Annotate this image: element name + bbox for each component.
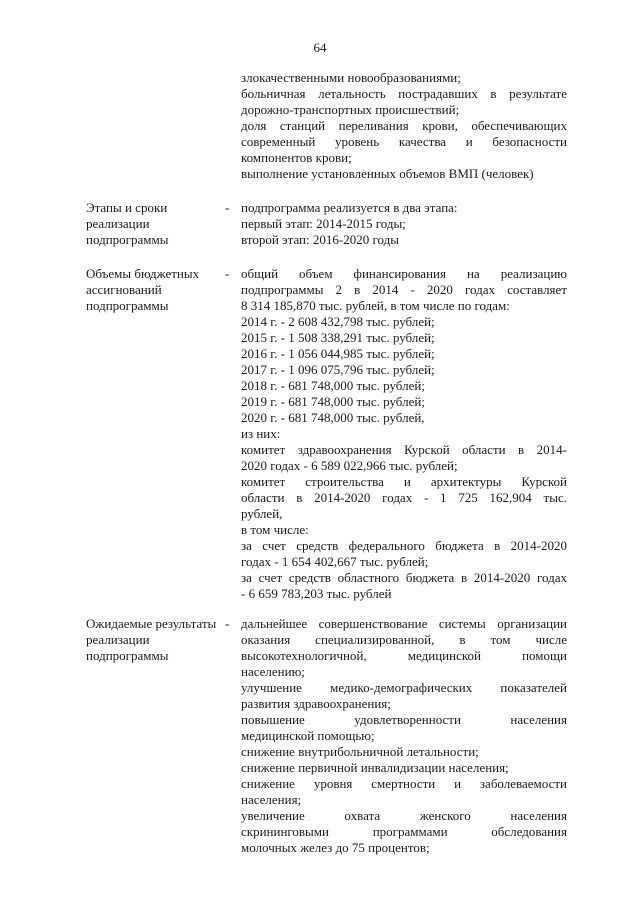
label-line: ассигнований bbox=[86, 282, 162, 297]
text-line: подпрограмма реализуется в два этапа: bbox=[241, 200, 458, 215]
text-line: 2014 г. - 2 608 432,798 тыс. рублей; bbox=[241, 314, 435, 329]
intro-content bbox=[241, 70, 567, 182]
text-line: области в 2014-2020 годах - 1 725 162,904 тыс. bbox=[241, 490, 567, 505]
label-dash: - bbox=[225, 616, 230, 631]
text-line: 2020 г. - 681 748,000 тыс. рублей, bbox=[241, 410, 425, 425]
label-dash: - bbox=[225, 266, 230, 281]
text-line: подпрограммы 2 в 2014 - 2020 годах составляет bbox=[241, 282, 567, 297]
stages-label bbox=[86, 200, 226, 248]
text-line: высокотехнологичной, медицинской помощи bbox=[241, 648, 567, 663]
text-line: доля станций переливания крови, обеспечивающих bbox=[241, 118, 567, 133]
text-line: 2016 г. - 1 056 044,985 тыс. рублей; bbox=[241, 346, 435, 361]
label-dash: - bbox=[225, 200, 230, 215]
text-line: за счет средств областного бюджета в 2014-2020 годах bbox=[241, 570, 567, 585]
text-line: 2015 г. - 1 508 338,291 тыс. рублей; bbox=[241, 330, 435, 345]
text-line: дальнейшее совершенствование системы организации bbox=[241, 616, 567, 631]
label-line: подпрограммы bbox=[86, 232, 169, 247]
text-line: компонентов крови; bbox=[241, 150, 352, 165]
text-line: улучшение медико-демографических показателей bbox=[241, 680, 567, 695]
label-line: Объемы бюджетных bbox=[86, 266, 200, 281]
text-line: выполнение установленных объемов ВМП (человек) bbox=[241, 166, 534, 181]
text-line: за счет средств федерального бюджета в 2014-2020 bbox=[241, 538, 567, 553]
text-line: молочных желез до 75 процентов; bbox=[241, 840, 430, 855]
text-line: из них: bbox=[241, 426, 281, 441]
budget-content bbox=[241, 266, 567, 602]
text-line: скрининговыми программами обследования bbox=[241, 824, 567, 839]
results-content bbox=[241, 616, 567, 856]
results-label bbox=[86, 616, 226, 664]
text-line: 2019 г. - 681 748,000 тыс. рублей; bbox=[241, 394, 425, 409]
page-number: 64 bbox=[313, 40, 327, 55]
text-line: населению; bbox=[241, 664, 305, 679]
stages-content bbox=[241, 200, 567, 248]
label-line: реализации bbox=[86, 632, 150, 647]
text-line: повышение удовлетворенности населения bbox=[241, 712, 567, 727]
text-line: снижение первичной инвалидизации населения; bbox=[241, 760, 509, 775]
text-line: оказания специализированной, в том числе bbox=[241, 632, 567, 647]
text-line: больничная летальность пострадавших в результате bbox=[241, 86, 567, 101]
text-line: развития здравоохранения; bbox=[241, 696, 391, 711]
text-line: в том числе: bbox=[241, 522, 309, 537]
text-line: увеличение охвата женского населения bbox=[241, 808, 567, 823]
text-line: 2017 г. - 1 096 075,796 тыс. рублей; bbox=[241, 362, 435, 377]
text-line: годах - 1 654 402,667 тыс. рублей; bbox=[241, 554, 429, 569]
label-line: подпрограммы bbox=[86, 648, 169, 663]
text-line: 8 314 185,870 тыс. рублей, в том числе по годам: bbox=[241, 298, 510, 313]
text-line: 2018 г. - 681 748,000 тыс. рублей; bbox=[241, 378, 425, 393]
text-line: дорожно-транспортных происшествий; bbox=[241, 102, 460, 117]
text-line: - 6 659 783,203 тыс. рублей bbox=[241, 586, 392, 601]
text-line: комитет здравоохранения Курской области в 2014- bbox=[241, 442, 567, 457]
text-line: снижение уровня смертности и заболеваемости bbox=[241, 776, 567, 791]
text-line: общий объем финансирования на реализацию bbox=[241, 266, 567, 281]
text-line: медицинской помощью; bbox=[241, 728, 375, 743]
text-line: снижение внутрибольничной летальности; bbox=[241, 744, 479, 759]
label-line: подпрограммы bbox=[86, 298, 169, 313]
text-line: 2020 годах - 6 589 022,966 тыс. рублей; bbox=[241, 458, 458, 473]
text-line: первый этап: 2014-2015 годы; bbox=[241, 216, 406, 231]
text-line: рублей, bbox=[241, 506, 283, 521]
label-line: Этапы и сроки bbox=[86, 200, 168, 215]
text-line: современный уровень качества и безопасности bbox=[241, 134, 567, 149]
label-line: реализации bbox=[86, 216, 150, 231]
text-line: комитет строительства и архитектуры Курской bbox=[241, 474, 567, 489]
budget-label bbox=[86, 266, 226, 314]
label-line: Ожидаемые результаты bbox=[86, 616, 217, 631]
text-line: населения; bbox=[241, 792, 302, 807]
text-line: второй этап: 2016-2020 годы bbox=[241, 232, 399, 247]
text-line: злокачественными новообразованиями; bbox=[241, 70, 461, 85]
